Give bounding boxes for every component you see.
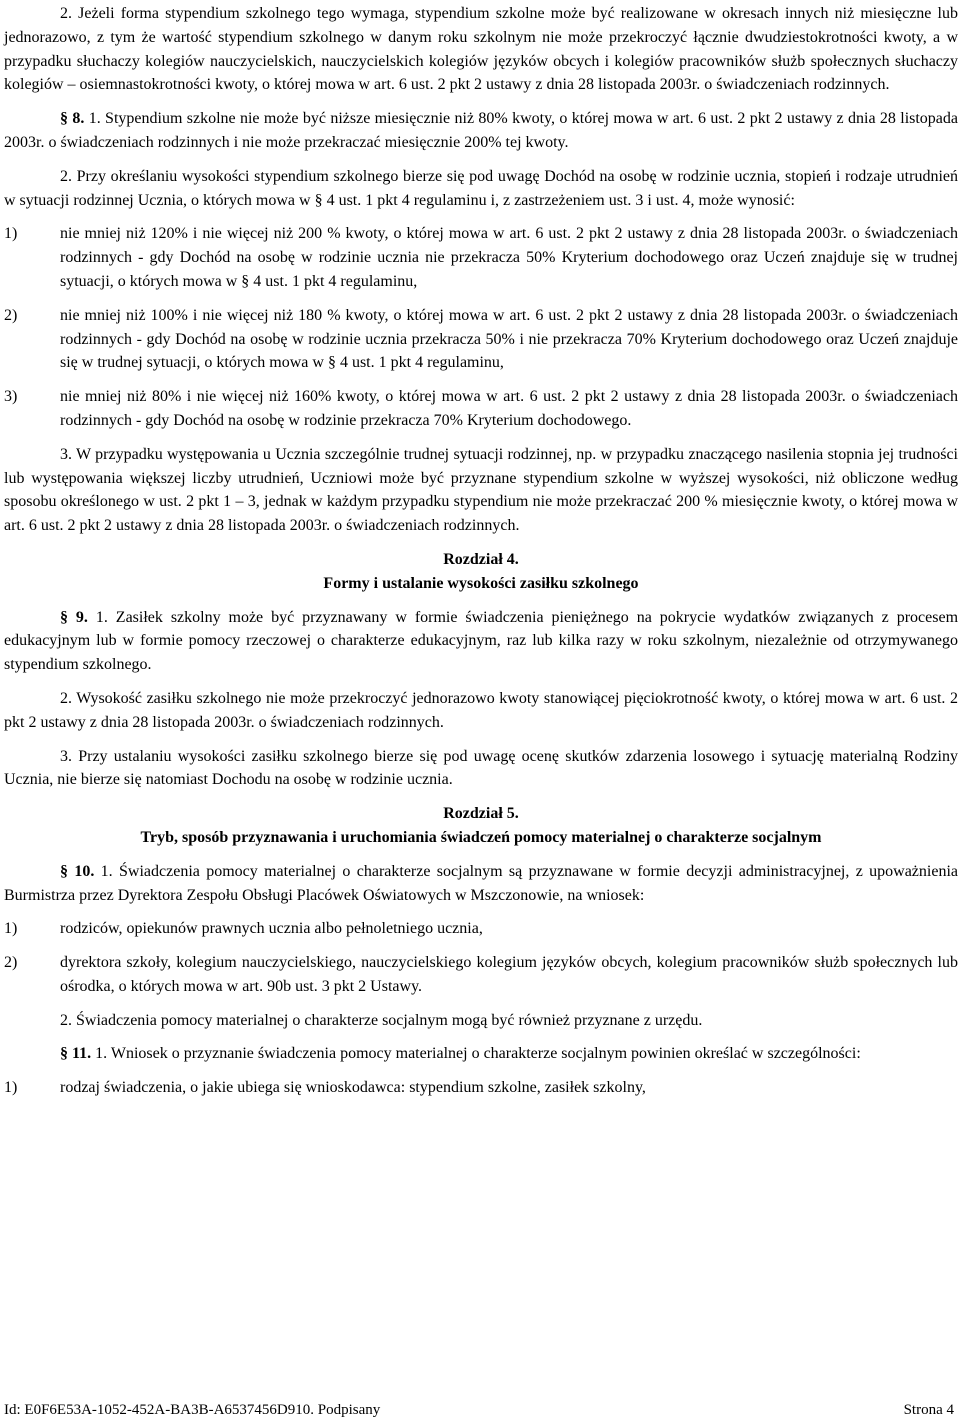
s8-paragraph-2: 2. Przy określaniu wysokości stypendium szkolnego bierze się pod uwagę Dochód na osobę w rodzinie ucznia, stopień i rodzaje utrudnień w sytuacji rodzinnej Ucznia, o których mowa w § 4 ust. 1 pkt 4 regulaminu i, z zastrzeżeniem ust. 3 i ust. 4, może wynosić: [4,167,958,209]
s8-list-item [4,385,958,433]
s11-paragraph-1 [4,1042,958,1066]
list-number: 1) [4,1079,18,1097]
list-number: 2) [4,954,18,972]
list-text: rodzaj świadczenia, o jakie ubiega się wnioskodawca: stypendium szkolne, zasiłek szkolny, [60,1079,646,1097]
list-text: dyrektora szkoły, kolegium nauczycielskiego, nauczycielskiego kolegium języków obcych, kolegium pracowników służb społecznych lub ośrodka, o których mowa w art. 90b ust. 3 pkt 2 Ustawy. [60,954,958,995]
chapter-5-heading [4,802,958,850]
chapter-4-heading [4,548,958,596]
s8-list-item [4,304,958,375]
s11-paragraph-1-text: 1. Wniosek o przyznanie świadczenia pomocy materialnej o charakterze socjalnym powinien określać w szczególności: [91,1045,861,1063]
list-text: nie mniej niż 120% i nie więcej niż 200 % kwoty, o której mowa w art. 6 ust. 2 pkt 2 ustawy z dnia 28 listopada 2003r. o świadczeniach rodzinnych - gdy Dochód na osobę w rodzinie ucznia nie przekracza 50% Kryterium dochodowego oraz Uczeń znajduje się w trudnej sytuacji, o których mowa w § 4 ust. 1 pkt 4 regulaminu, [60,225,958,290]
s8-paragraph-3: 3. W przypadku występowania u Ucznia szczególnie trudnej sytuacji rodzinnej, np. w przypadku znaczącego nasilenia stopnia jej trudności lub występowania większej liczby utrudnień, Uczniowi może być przyznane stypendium szkolne w wyższej wysokości, niż obliczone według sposobu określonego w ust. 2 pkt 1 – 3, jednak w każdym przypadku stypendium nie może przekraczać 200 % miesięcznie kwoty, o której mowa w art. 6 ust. 2 pkt 2 ustawy z dnia 28 listopada 2003r. o świadczeniach rodzinnych. [4,445,958,535]
s10-paragraph-1-text: 1. Świadczenia pomocy materialnej o charakterze socjalnym są przyznawane w formie decyzji administracyjnej, z upoważnienia Burmistrza przez Dyrektora Zespołu Obsługi Placówek Oświatowych w Mszczonowie, na wniosek: [4,862,958,904]
s8-paragraph-1 [4,107,958,155]
page-number: Strona 4 [903,1402,954,1418]
section-8-mark: § 8. [60,110,85,128]
section-10-mark: § 10. [60,862,95,880]
chapter-5-label: Rozdział 5. [443,805,519,823]
section-9-mark: § 9. [60,608,88,626]
s7-paragraph-2: 2. Jeżeli forma stypendium szkolnego tego wymaga, stypendium szkolne może być realizowane w okresach innych niż miesięczne lub jednorazowo, z tym że wartość stypendium szkolnego w danym roku szkolnym nie może przekroczyć łącznie dwudziestokrotności kwoty, a w przypadku słuchaczy kolegiów nauczycielskich, nauczycielskich kolegiów języków obcych i kolegiów pracowników służb społecznych słuchaczy kolegiów – osiemnastokrotności kwoty, o której mowa w art. 6 ust. 2 pkt 2 ustawy z dnia 28 listopada 2003r. o świadczeniach rodzinnych. [4,5,958,94]
page-footer [4,1402,954,1419]
list-text: rodziców, opiekunów prawnych ucznia albo pełnoletniego ucznia, [60,920,483,938]
s9-paragraph-1 [4,606,958,677]
list-number: 1) [4,920,18,938]
document-id: Id: E0F6E53A-1052-452A-BA3B-A6537456D910. Podpisany [4,1402,381,1418]
s10-list-item [4,917,958,941]
list-text: nie mniej niż 80% i nie więcej niż 160% kwoty, o której mowa w art. 6 ust. 2 pkt 2 ustawy z dnia 28 listopada 2003r. o świadczeniach rodzinnych - gdy Dochód na osobę w rodzinie przekracza 70% Kryterium dochodowego. [60,388,958,429]
s9-paragraph-3: 3. Przy ustalaniu wysokości zasiłku szkolnego bierze się pod uwagę ocenę skutków zdarzenia losowego i sytuację materialną Rodziny Ucznia, nie bierze się natomiast Dochodu na osobę w rodzinie ucznia. [4,747,958,789]
s9-paragraph-1-text: 1. Zasiłek szkolny może być przyznawany w formie świadczenia pieniężnego na pokrycie wydatków związanych z procesem edukacyjnym lub w formie pomocy rzeczowej o charakterze edukacyjnym, raz lub kilka razy w roku szkolnym, niezależnie od otrzymywanego stypendium szkolnego. [4,608,959,674]
s11-list-item [4,1076,958,1100]
s8-paragraph-1-text: 1. Stypendium szkolne nie może być niższe miesięcznie niż 80% kwoty, o której mowa w art. 6 ust. 2 pkt 2 ustawy z dnia 28 listopada 2003r. o świadczeniach rodzinnych i nie może przekraczać miesięcznie 200% tej kwoty. [4,110,959,151]
list-number: 2) [4,306,18,324]
list-text: nie mniej niż 100% i nie więcej niż 180 % kwoty, o której mowa w art. 6 ust. 2 pkt 2 ustawy z dnia 28 listopada 2003r. o świadczeniach rodzinnych - gdy Dochód na osobę w rodzinie ucznia przekracza 50% i nie przekracza 70% Kryterium dochodowego oraz Uczeń znajduje się w trudnej sytuacji, o których mowa w § 4 ust. 1 pkt 4 regulaminu, [60,306,958,372]
chapter-5-title: Tryb, sposób przyznawania i uruchomiania świadczeń pomocy materialnej o charakterze socjalnym [140,828,822,846]
list-number: 3) [4,388,18,406]
section-11-mark: § 11. [60,1045,92,1063]
s9-paragraph-2: 2. Wysokość zasiłku szkolnego nie może przekroczyć jednorazowo kwoty stanowiącej pięciokrotność kwoty, o której mowa w art. 6 ust. 2 pkt 2 ustawy z dnia 28 listopada 2003r. o świadczeniach rodzinnych. [4,689,958,731]
s10-list-item [4,951,958,999]
chapter-4-label: Rozdział 4. [443,550,519,568]
s10-paragraph-2: 2. Świadczenia pomocy materialnej o charakterze socjalnym mogą być również przyznane z urzędu. [60,1011,703,1029]
s10-paragraph-1 [4,860,958,908]
chapter-4-title: Formy i ustalanie wysokości zasiłku szkolnego [323,574,639,592]
s8-list-item [4,222,958,293]
list-number: 1) [4,225,18,243]
